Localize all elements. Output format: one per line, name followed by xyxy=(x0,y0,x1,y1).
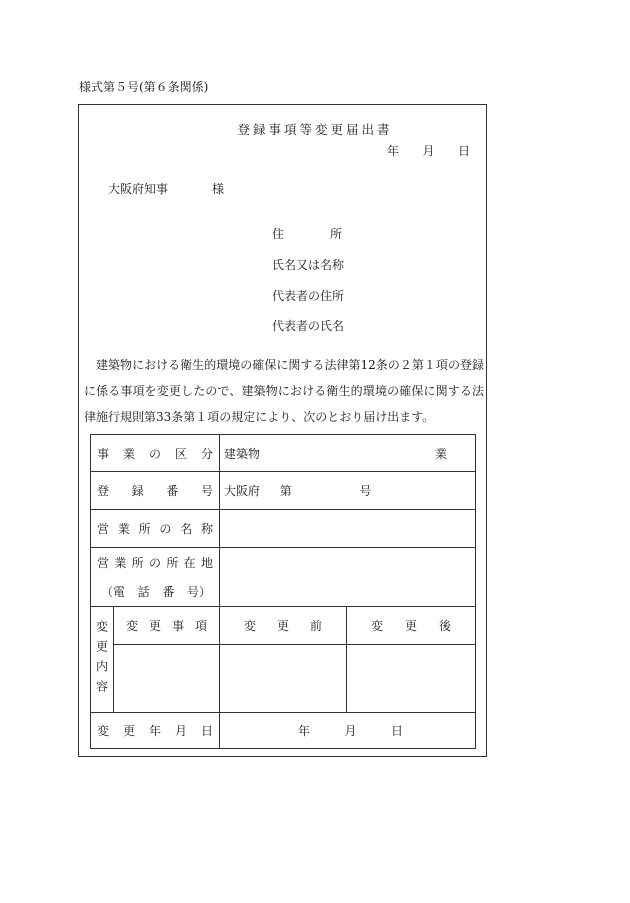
office-name-field[interactable] xyxy=(220,510,476,548)
before-change-header xyxy=(220,607,347,645)
table-row xyxy=(91,472,476,510)
header-char: 事 xyxy=(172,619,185,633)
registration-change-table xyxy=(90,434,476,749)
label-char: 所 xyxy=(131,556,144,570)
representative-name-label: 代表者の氏名 xyxy=(272,319,345,333)
header-char: 更 xyxy=(405,619,418,633)
recipient-name: 大阪府知事 xyxy=(108,182,169,196)
before-change-field[interactable] xyxy=(220,645,347,713)
year-label: 年 xyxy=(387,144,400,158)
change-content-label: 変更内容 xyxy=(91,607,114,713)
table-row xyxy=(91,435,476,472)
submission-date xyxy=(387,145,470,157)
business-type-label xyxy=(91,435,220,472)
label-char: 登 xyxy=(97,484,110,498)
phone-label-char: 話 xyxy=(137,585,150,599)
label-char: 在 xyxy=(183,556,196,570)
label-char: 区 xyxy=(175,446,188,461)
day-label: 日 xyxy=(390,724,403,738)
header-char: 変 xyxy=(244,619,257,633)
label-char: の xyxy=(159,522,172,536)
representative-address-label: 代表者の住所 xyxy=(272,289,345,303)
reg-mid: 第 xyxy=(279,484,292,498)
label-char: 録 xyxy=(131,484,144,498)
table-row xyxy=(91,607,476,645)
change-item-header xyxy=(114,607,220,645)
label-char: 変 xyxy=(97,724,110,738)
table-row xyxy=(91,510,476,548)
label-char: 所 xyxy=(166,556,179,570)
recipient-honorific: 様 xyxy=(212,182,225,196)
label-char: 分 xyxy=(201,446,214,461)
label-char: の xyxy=(149,446,162,461)
change-date-label xyxy=(91,713,220,749)
label-char: 号 xyxy=(200,484,213,498)
label-char: 称 xyxy=(200,522,213,536)
label-char: 業 xyxy=(123,446,136,461)
label-char: 更 xyxy=(123,724,136,738)
year-label: 年 xyxy=(298,724,311,738)
label-char: 年 xyxy=(149,724,162,738)
address-char: 住 xyxy=(272,227,285,241)
label-char: 番 xyxy=(166,484,179,498)
header-char: 更 xyxy=(277,619,290,633)
day-label: 日 xyxy=(457,144,470,158)
office-name-label xyxy=(91,510,220,548)
label-char: 業 xyxy=(114,556,127,570)
form-title: 登録事項等変更届出書 xyxy=(237,122,393,137)
label-char: 地 xyxy=(200,556,213,570)
reg-suffix: 号 xyxy=(359,484,372,498)
header-char: 変 xyxy=(126,619,139,633)
label-char: 日 xyxy=(201,724,214,738)
registration-number-label xyxy=(91,472,220,510)
header-char: 前 xyxy=(309,619,322,633)
reg-prefix: 大阪府 xyxy=(224,484,261,498)
applicant-address-label xyxy=(272,228,342,240)
label-char: 所 xyxy=(138,522,151,536)
declaration-paragraph: 建築物における衛生的環境の確保に関する法律第12条の２第１項の登録に係る事項を変更したので、建築物における衛生的環境の確保に関する法律施行規則第33条第１項の規定により、次のとおり届け出ます。 xyxy=(84,358,484,424)
label-char: 営 xyxy=(97,522,110,536)
month-label: 月 xyxy=(344,724,357,738)
header-char: 項 xyxy=(195,619,208,633)
address-char: 所 xyxy=(329,227,342,241)
label-char: 名 xyxy=(180,522,193,536)
form-number-label: 様式第５号(第６条関係) xyxy=(79,80,209,94)
table-row xyxy=(91,645,476,713)
label-char: 営 xyxy=(97,556,110,570)
business-type-prefix: 建築物 xyxy=(224,446,261,461)
registration-number-field[interactable] xyxy=(220,472,476,510)
label-char: の xyxy=(148,556,161,570)
applicant-name-label: 氏名又は名称 xyxy=(272,258,345,272)
change-date-field[interactable] xyxy=(220,713,476,749)
label-char: 月 xyxy=(175,724,188,738)
header-char: 後 xyxy=(438,619,451,633)
after-change-header xyxy=(347,607,476,645)
header-char: 更 xyxy=(149,619,162,633)
table-row xyxy=(91,548,476,607)
phone-label-char: 番 xyxy=(162,585,175,599)
business-type-suffix: 業 xyxy=(435,446,448,461)
business-type-field[interactable] xyxy=(220,435,476,472)
month-label: 月 xyxy=(422,144,435,158)
change-item-field[interactable] xyxy=(114,645,220,713)
label-char: 事 xyxy=(97,446,110,461)
label-char: 業 xyxy=(117,522,130,536)
declaration-text xyxy=(84,352,484,430)
header-char: 変 xyxy=(371,619,384,633)
table-row xyxy=(91,713,476,749)
office-address-field[interactable] xyxy=(220,548,476,607)
office-address-label xyxy=(91,548,220,607)
phone-label-char: （電 xyxy=(101,585,126,599)
phone-label-char: 号） xyxy=(186,585,211,599)
after-change-field[interactable] xyxy=(347,645,476,713)
